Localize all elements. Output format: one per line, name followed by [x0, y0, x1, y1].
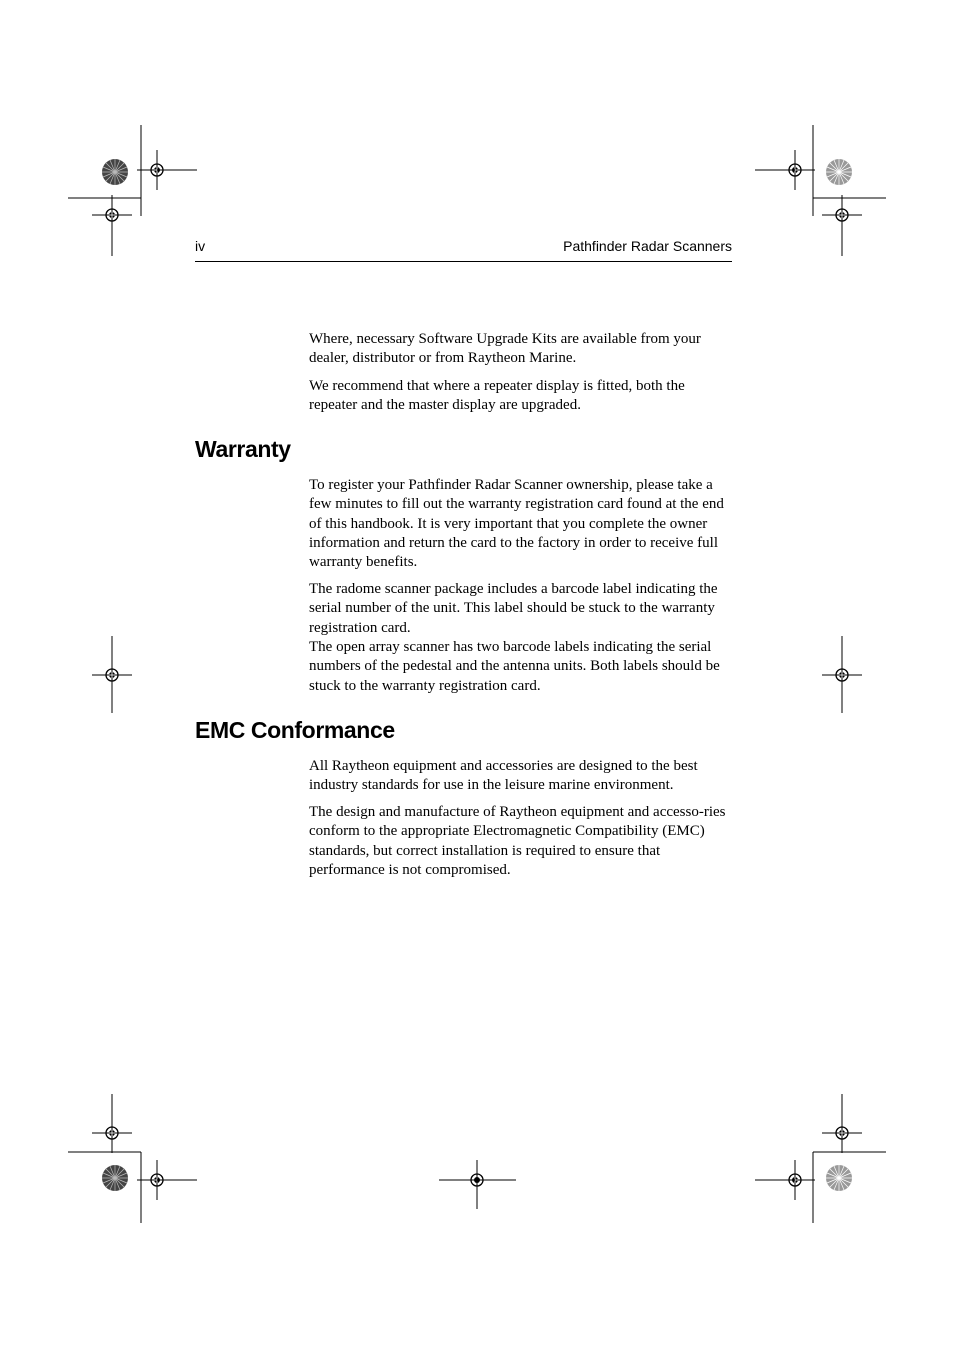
page-number: iv	[195, 238, 206, 254]
intro-paragraph-1: Where, necessary Software Upgrade Kits are available from your dealer, distributor or from Raytheon Marine.	[309, 331, 701, 367]
header-rule	[195, 261, 732, 262]
emc-heading: EMC Conformance	[195, 717, 395, 743]
emc-paragraph-1: All Raytheon equipment and accessories are designed to the best industry standards for use in the leisure marine environment.	[309, 758, 698, 794]
warranty-paragraph-3: The open array scanner has two barcode labels indicating the serial numbers of the pedestal and the antenna units. Both labels should be stuck to the warranty registration card.	[309, 639, 720, 694]
running-title: Pathfinder Radar Scanners	[563, 238, 732, 254]
warranty-paragraph-1: To register your Pathfinder Radar Scanner ownership, please take a few minutes to fill out the warranty registration card found at the end of this handbook. It is very important that you complete the owner information and return the card to the factory in order to receive full warranty benefits.	[309, 477, 724, 571]
warranty-paragraph-2: The radome scanner package includes a barcode label indicating the serial number of the unit. This label should be stuck to the warranty registration card.	[309, 581, 718, 636]
warranty-heading: Warranty	[195, 436, 291, 462]
intro-paragraph-2: We recommend that where a repeater display is fitted, both the repeater and the master display are upgraded.	[309, 378, 685, 414]
emc-paragraph-2: The design and manufacture of Raytheon equipment and accesso-ries conform to the appropriate Electromagnetic Compatibility (EMC) standards, but correct installation is required to ensure that performance is not compromised.	[309, 804, 726, 878]
